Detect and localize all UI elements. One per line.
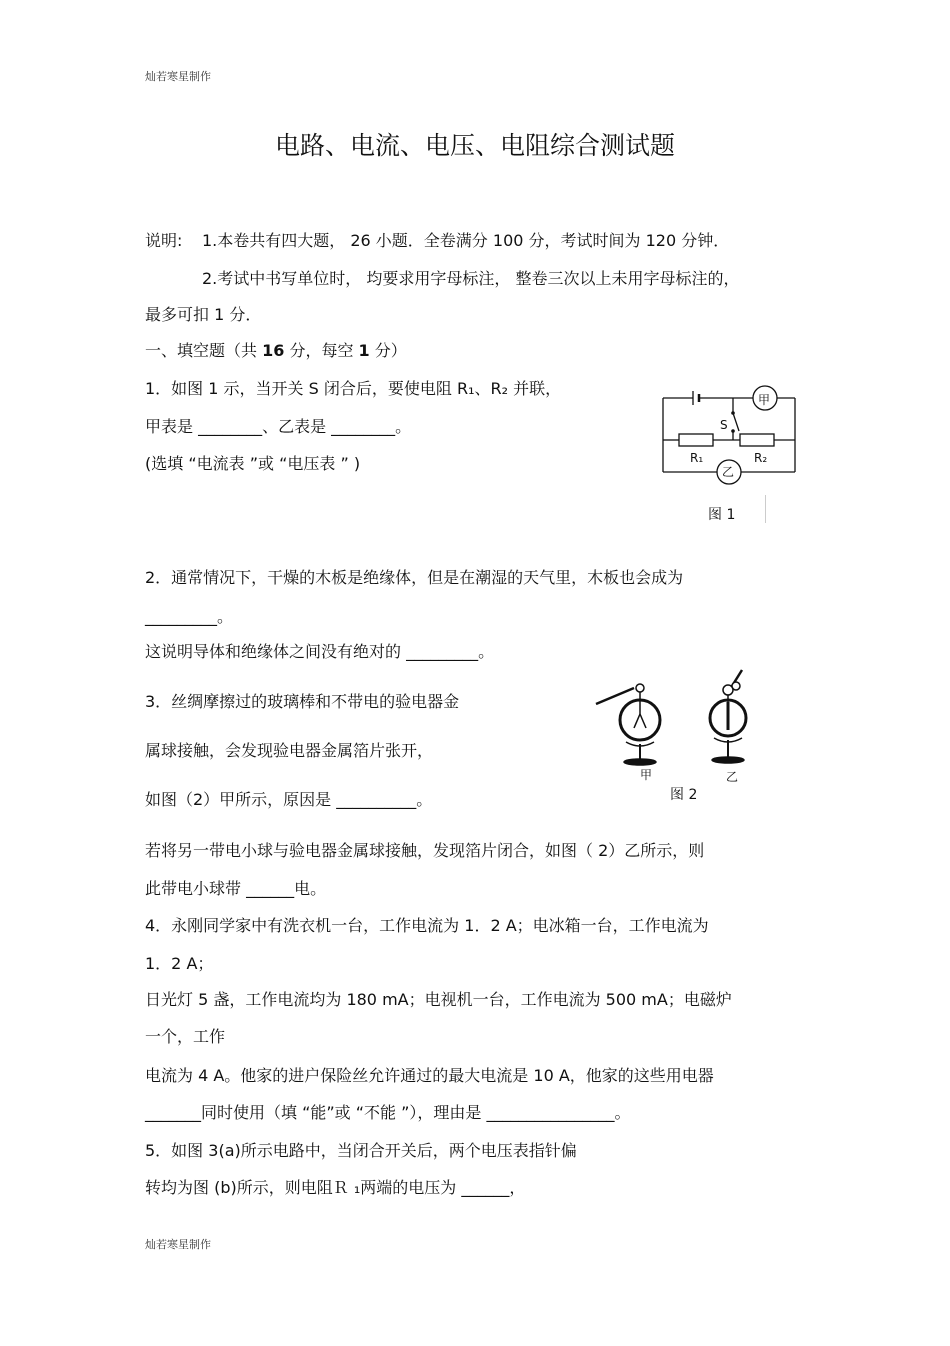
q5-line1: 5．如图 3(a)所示电路中，当闭合开关后，两个电压表指针偏 xyxy=(145,1141,577,1160)
q4-line1: 4．永刚同学家中有洗衣机一台，工作电流为 1．2 A；电冰箱一台，工作电流为 xyxy=(145,916,709,935)
q3-line2: 属球接触，会发现验电器金属箔片张开， xyxy=(145,741,434,760)
fig2-label-b: 乙 xyxy=(726,770,739,784)
page-header: 灿若寒星制作 xyxy=(145,70,211,83)
page-footer: 灿若寒星制作 xyxy=(145,1238,211,1251)
q4-line4: 一个，工作 xyxy=(145,1027,226,1046)
section-suffix: 分） xyxy=(369,341,407,360)
q3-line1: 3．丝绸摩擦过的玻璃棒和不带电的验电器金 xyxy=(145,692,460,711)
instructions-line2: 2.考试中书写单位时， 均要求用字母标注， 整卷三次以上未用字母标注的， xyxy=(202,269,740,288)
resistor-r1 xyxy=(679,434,713,446)
switch-s xyxy=(733,413,739,431)
q2-line3: 这说明导体和绝缘体之间没有绝对的 _________。 xyxy=(145,642,495,661)
resistor-r2 xyxy=(740,434,774,446)
fig1-divider xyxy=(765,495,766,523)
q2-line2: _________。 xyxy=(145,607,234,626)
q5-line2: 转均为图 (b)所示，则电阻Ｒ ₁两端的电压为 ______， xyxy=(145,1178,526,1197)
q3-line3: 如图（2）甲所示，原因是 __________。 xyxy=(145,790,433,809)
section-per: 1 xyxy=(358,341,370,360)
instructions-line1: 1.本卷共有四大题， 26 小题．全卷满分 100 分，考试时间为 120 分钟． xyxy=(202,231,730,250)
fig2-caption: 图 2 xyxy=(670,787,698,803)
section-prefix: 一、填空题（共 xyxy=(145,341,263,360)
q4-line3: 日光灯 5 盏，工作电流均为 180 mA；电视机一台，工作电流为 500 mA；电磁炉 xyxy=(145,990,732,1009)
fig1-caption: 图 1 xyxy=(708,507,736,523)
q1-line1: 1．如图 1 示，当开关 S 闭合后，要使电阻 R₁、R₂ 并联， xyxy=(145,379,562,398)
page-title: 电路、电流、电压、电阻综合测试题 xyxy=(274,131,675,160)
fig1-switch-label: S xyxy=(720,418,728,432)
fig1-meter-a-label: 甲 xyxy=(758,393,771,407)
fig1-r1-label: R₁ xyxy=(690,451,704,465)
section-mid: 分，每空 xyxy=(284,341,359,360)
q3-line4: 若将另一带电小球与验电器金属球接触，发现箔片闭合，如图（ 2）乙所示，则 xyxy=(145,841,705,860)
fig1-meter-b-label: 乙 xyxy=(722,465,735,479)
q4-line2: 1．2 A； xyxy=(145,954,214,973)
q4-line6: _______同时使用（填 “能”或 “不能 ”），理由是 ________________。 xyxy=(145,1103,631,1122)
figure2-electroscopes xyxy=(592,664,772,774)
q4-line5: 电流为 4 A。他家的进户保险丝允许通过的最大电流是 10 A，他家的这些用电器 xyxy=(145,1066,714,1085)
q1-line3: (选填 “电流表 ”或 “电压表 ” ) xyxy=(145,454,361,473)
instructions-line3: 最多可扣 1 分． xyxy=(145,305,262,324)
instructions-label: 说明: xyxy=(145,231,183,250)
glass-rod xyxy=(596,688,634,704)
q2-line1: 2．通常情况下，干燥的木板是绝缘体，但是在潮湿的天气里，木板也会成为 xyxy=(145,568,684,587)
fig1-r2-label: R₂ xyxy=(754,451,768,465)
fig2-label-a: 甲 xyxy=(640,768,653,782)
q3-line5: 此带电小球带 ______电。 xyxy=(145,879,327,898)
section-total: 16 xyxy=(262,341,285,360)
q1-line2: 甲表是 ________、乙表是 ________。 xyxy=(145,417,412,436)
section-heading xyxy=(145,338,407,361)
